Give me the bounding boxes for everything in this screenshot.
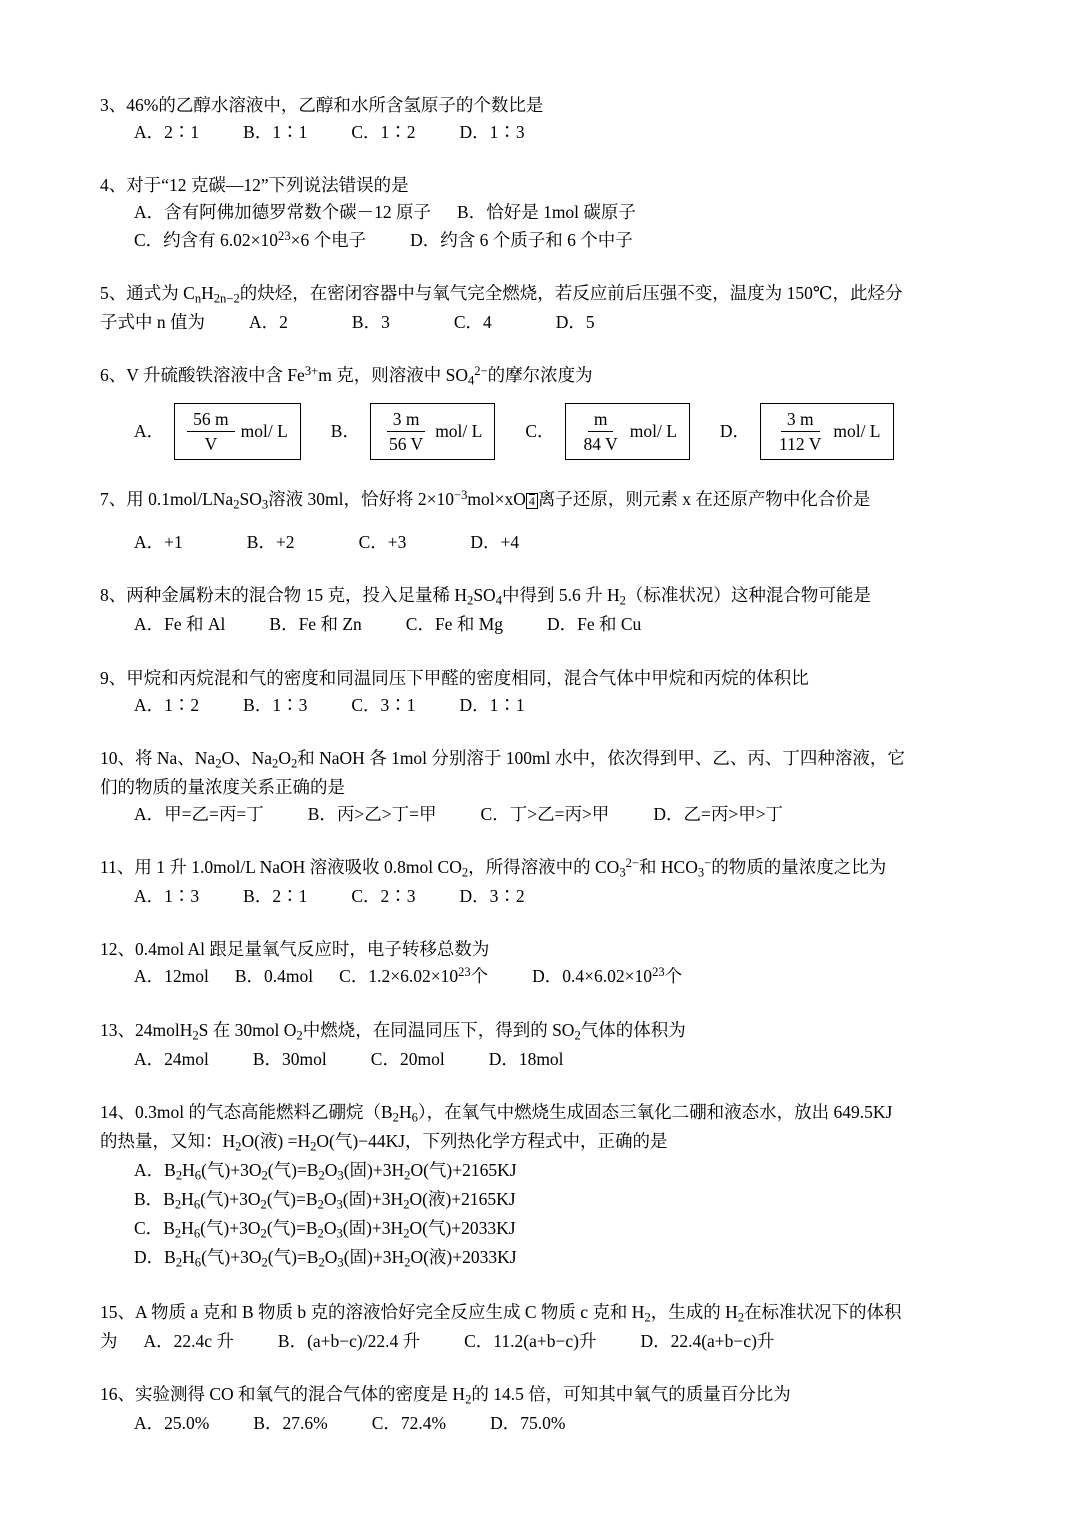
question-8 [100, 582, 980, 638]
fraction: $\frac{3 m}{112 V}$ [779, 408, 822, 455]
question-stem: 16、实验测得 CO 和氧气的混合气体的密度是 $H_2$的 14.5 倍，可知其中氧气的质量百分比为 [100, 1384, 791, 1407]
question-options [100, 199, 980, 226]
subscript: 2 [644, 1310, 651, 1325]
question-number: 8、 [100, 585, 127, 606]
subscript: 2 [461, 865, 469, 880]
subscript: 2n−2 [213, 291, 240, 306]
question-options [100, 801, 980, 828]
question-stem [100, 92, 980, 119]
question-stem-line2: 们的物质的量浓度关系正确的是 [100, 776, 345, 797]
superscript: −3 [454, 488, 468, 503]
question-number: 14、 [100, 1101, 135, 1122]
option-c[interactable]: C．1∶2 [351, 122, 416, 143]
fraction: $\frac{3 m}{56 V}$ [383, 409, 429, 454]
option-b[interactable]: B．丙>乙>丁=甲 [307, 803, 437, 824]
question-stem: 8、两种金属粉末的混合物 15 克，投入足量稀 $H_2SO_4$中得到 5.6 升 $H_2$（标准状况）这种混合物可能是 [100, 585, 871, 608]
option-d[interactable]: D．约含 6 个质子和 6 个中子 [410, 229, 633, 250]
question-6 [100, 362, 980, 460]
question-number: 15、 [100, 1301, 135, 1322]
question-options [100, 963, 980, 990]
option-b[interactable]: B．0.4mol [234, 966, 314, 987]
subscript: 4 [467, 373, 475, 388]
subscript: 6 [411, 1110, 418, 1125]
question-number: 6、 [100, 364, 127, 385]
subscript: 2 [233, 497, 240, 512]
question-options [100, 119, 980, 146]
subscript: n [194, 291, 202, 306]
option-c[interactable]: C． $\frac{m}{84 V}$ mol/ L [525, 403, 690, 460]
option-a[interactable]: A．$B_2H_6$(气)$+3O_2$(气)$=B_2O_3$(固)$+3H_2O$(气)+2165KJ [134, 1159, 517, 1183]
option-a[interactable]: A．2∶1 [134, 122, 200, 143]
superscript: 2− [474, 363, 488, 378]
option-d[interactable]: D．5 [555, 311, 595, 332]
question-stem: 5、通式为 $C_nH_{2n-2}$的炔烃，在密闭容器中与氧气完全燃烧，若反应前后压强不变，温度为 150℃，此烃分 [100, 282, 903, 306]
option-b[interactable]: B．1∶1 [243, 122, 308, 143]
question-10 [100, 745, 980, 828]
question-5 [100, 280, 980, 336]
fraction-options [100, 403, 980, 460]
option-c[interactable]: C．3∶1 [351, 694, 416, 715]
option-a[interactable]: A．甲=乙=丙=丁 [134, 803, 264, 824]
question-11 [100, 854, 980, 910]
formula-box: $\frac{56 m}{V}$ mol/ L [174, 403, 301, 460]
subscript: 3 [697, 865, 705, 880]
option-b[interactable]: B．27.6% [253, 1413, 328, 1434]
question-options [100, 883, 980, 910]
question-stem-line2: 的热量，又知：$H_2O$(液) $=H_2O$(气)−44KJ，下列热化学方程式中，正确的是 [100, 1130, 668, 1154]
question-number: 10、 [100, 747, 135, 768]
option-b[interactable]: B．2∶1 [243, 886, 308, 907]
question-number: 9、 [100, 667, 127, 688]
question-number: 5、 [100, 282, 127, 303]
superscript: 23 [652, 965, 665, 980]
equation-b: $B_2H_6$(气)$+3O_2$(气)$=B_2O_3$(固)$+3H_2O$(液)+2165KJ [163, 1188, 516, 1212]
question-stem: 15、A 物质 a 克和 B 物质 b 克的溶液恰好完全反应生成 C 物质 c 克和 $H_2$，生成的 $H_2$在标准状况下的体积 [100, 1301, 902, 1325]
superscript: 3+ [304, 363, 319, 378]
question-7 [100, 486, 980, 556]
option-a[interactable]: A．1∶2 [134, 694, 200, 715]
subscript: 2 [235, 1139, 242, 1154]
option-c[interactable]: C．72.4% [371, 1413, 447, 1434]
option-a[interactable]: A． $\frac{56 m}{V}$ mol/ L [134, 403, 301, 460]
question-options [100, 611, 980, 638]
question-options [100, 692, 980, 719]
subscript: 2 [574, 1028, 581, 1043]
option-b[interactable]: B． $\frac{3 m}{56 V}$ mol/ L [331, 403, 496, 460]
option-b[interactable]: B．1∶3 [243, 694, 308, 715]
question-stem [100, 665, 980, 692]
option-d[interactable]: D．22.4(a+b−c)升 [640, 1330, 775, 1351]
superscript: 23 [458, 965, 471, 980]
question-12 [100, 936, 980, 990]
option-b[interactable]: B．30mol [252, 1048, 327, 1069]
question-number: 11、 [100, 857, 135, 878]
question-14 [100, 1099, 980, 1273]
option-d[interactable]: D．1∶1 [459, 694, 525, 715]
option-b[interactable]: B．(a+b−c)/22.4 升 [277, 1330, 421, 1351]
question-text: 对于“12 克碳—12”下列说法错误的是 [126, 175, 409, 196]
option-c[interactable]: C．丁>乙=丙>甲 [480, 803, 610, 824]
option-b[interactable]: B．3 [351, 311, 390, 332]
question-stem: 10、将 Na、$Na_2O$、$Na_2O_2$和 NaOH 各 1mol 分别溶于 100ml 水中，依次得到甲、乙、丙、丁四种溶液，它 [100, 747, 905, 771]
question-9 [100, 665, 980, 719]
option-c[interactable]: C．$1.2\times 6.02\times 10^{23}$个 [339, 965, 489, 987]
option-a[interactable]: A．24mol [134, 1048, 209, 1069]
question-stem [100, 172, 980, 199]
question-number: 3、 [100, 95, 127, 115]
question-stem: 14、0.3mol 的气态高能燃料乙硼烷$(B_2H_6)$，在氧气中燃烧生成固态三氧化二硼和液态水，放出 649.5KJ [100, 1101, 893, 1125]
option-a[interactable]: A．1∶3 [134, 886, 200, 907]
question-4 [100, 172, 980, 253]
question-options [100, 529, 980, 556]
option-b[interactable]: B．$B_2H_6$(气)$+3O_2$(气)$=B_2O_3$(固)$+3H_2O$(液)+2165KJ [134, 1188, 516, 1212]
subscript: 3 [619, 865, 626, 880]
question-options [100, 1046, 980, 1073]
question-text: 46%的乙醇水溶液中，乙醇和水所含氢原子的个数比是 [126, 95, 544, 115]
equation-a: $B_2H_6$(气)$+3O_2$(气)$=B_2O_3$(固)$+3H_2O$(气)+2165KJ [164, 1159, 517, 1183]
option-c[interactable]: C．11.2(a+b−c)升 [464, 1330, 597, 1351]
subscript: 2 [467, 593, 474, 608]
question-number: 13、 [100, 1019, 135, 1040]
option-d[interactable]: D．$B_2H_6$(气)$+3O_2$(气)$=B_2O_3$(固)$+3H_2O$(液)+2033KJ [134, 1246, 517, 1270]
superscript: 2− [625, 856, 640, 871]
question-text: 甲烷和丙烷混和气的密度和同温同压下甲醛的密度相同，混合气体中甲烷和丙烷的体积比 [126, 667, 809, 688]
subscript: 2 [465, 1392, 472, 1407]
subscript: 4 [495, 593, 502, 608]
option-b[interactable]: B．+2 [246, 532, 295, 553]
fraction: $\frac{m}{84 V}$ [583, 408, 618, 455]
subscript: 2 [290, 756, 298, 771]
question-number: 12、 [100, 939, 135, 960]
question-stem: 11、用 1 升 1.0mol/L NaOH 溶液吸收 0.8mol $CO_2$，所得溶液中的 $CO_3^{2-}$和 $HCO_3^-$的物质的量浓度之比为 [100, 856, 887, 880]
option-a[interactable]: A．含有阿佛加德罗常数个碳－12 原子 [134, 202, 432, 223]
question-15 [100, 1299, 980, 1355]
subscript: 2 [310, 1139, 317, 1154]
subscript: 2 [392, 1110, 399, 1125]
formula-box: $\frac{3 m}{112 V}$ mol/ L [760, 403, 893, 460]
question-stem-line2: 子式中 n 值为 A．2 B．3 C．4 D．5 [100, 309, 980, 336]
option-a[interactable]: A．Fe 和 Al [134, 614, 226, 635]
question-13 [100, 1017, 980, 1073]
formula-box: $\frac{3 m}{56 V}$ mol/ L [370, 403, 495, 460]
question-number: 4、 [100, 175, 127, 196]
subscript: 2 [192, 1028, 199, 1043]
question-stem-line2: 为 A．22.4c 升 B．(a+b−c)/22.4 升 C．11.2(a+b−c)升 D．22.4(a+b−c)升 [100, 1328, 980, 1355]
question-number: 16、 [100, 1384, 135, 1405]
option-c[interactable]: C．$B_2H_6$(气)$+3O_2$(气)$=B_2O_3$(固)$+3H_2O$(气)+2033KJ [134, 1217, 516, 1241]
subscript: 3 [261, 497, 269, 512]
option-d[interactable]: D．1∶3 [459, 122, 525, 143]
option-c[interactable]: C．4 [453, 311, 492, 332]
subscript: 2 [619, 593, 626, 608]
question-stem [100, 936, 980, 963]
option-a[interactable]: A．+1 [134, 532, 183, 553]
equation-c: $B_2H_6$(气)$+3O_2$(气)$=B_2O_3$(固)$+3H_2O$(气)+2033KJ [163, 1217, 516, 1241]
option-d[interactable]: D．Fe 和 Cu [547, 614, 642, 635]
option-d[interactable]: D．+4 [470, 532, 520, 553]
option-d[interactable]: D．乙=丙>甲>丁 [653, 803, 784, 824]
option-d[interactable]: D．75.0% [490, 1413, 566, 1434]
option-d[interactable]: D． $\frac{3 m}{112 V}$ mol/ L [720, 403, 894, 460]
subscript: 2 [737, 1310, 745, 1325]
option-c[interactable]: C．+3 [358, 532, 407, 553]
option-c[interactable]: C．Fe 和 Mg [405, 614, 503, 635]
question-3 [100, 92, 980, 146]
option-b[interactable]: B．Fe 和 Zn [269, 614, 362, 635]
question-options-line2 [100, 227, 980, 254]
subscript: 2 [215, 756, 222, 771]
question-16 [100, 1381, 980, 1437]
option-b[interactable]: B．恰好是 1mol 碳原子 [457, 202, 636, 223]
option-d[interactable]: D．$0.4\times 6.02\times 10^{23}$个 [532, 965, 683, 987]
option-d[interactable]: D．18mol [488, 1048, 564, 1069]
option-a[interactable]: A．12mol [134, 966, 209, 987]
option-a[interactable]: A．25.0% [134, 1413, 210, 1434]
question-stem: 6、V 升硫酸铁溶液中含 $Fe^{3+}m$ 克，则溶液中 $SO_4^{2-}$的摩尔浓度为 [100, 363, 593, 388]
equation-d: $B_2H_6$(气)$+3O_2$(气)$=B_2O_3$(固)$+3H_2O$(液)+2033KJ [164, 1246, 517, 1270]
question-number: 7、 [100, 489, 127, 510]
question-options [100, 1410, 980, 1437]
question-stem: 13、24molH$_2$S 在 30mol $O_2$中燃烧，在同温同压下，得到的 $SO_2$气体的体积为 [100, 1019, 686, 1043]
option-c[interactable]: C．20mol [370, 1048, 445, 1069]
subscript: 2 [272, 756, 279, 771]
option-a[interactable]: A．22.4c 升 [143, 1330, 234, 1351]
superscript: − [704, 856, 712, 871]
subscript: 2 [296, 1028, 303, 1043]
boxed-subscript: 4 [526, 493, 538, 509]
formula-box: $\frac{m}{84 V}$ mol/ L [565, 403, 690, 460]
option-d[interactable]: D．3∶2 [459, 886, 525, 907]
fraction: $\frac{56 m}{V}$ [187, 409, 235, 454]
question-text: 0.4mol Al 跟足量氧气反应时，电子转移总数为 [135, 939, 490, 960]
option-c[interactable]: C．约含有 $6.02\times 10^{23}\times 6$ 个电子 [134, 228, 367, 250]
superscript: 23 [278, 228, 291, 243]
question-stem: 7、用 $0.1mol/LNa_2SO_3$溶液 30ml，恰好将 $2\times 10^{-3}mol\times xO$ 4 离子还原，则元素 x 在还原产物中化合价是 [100, 488, 871, 512]
option-a[interactable]: A．2 [249, 311, 288, 332]
option-c[interactable]: C．2∶3 [351, 886, 416, 907]
